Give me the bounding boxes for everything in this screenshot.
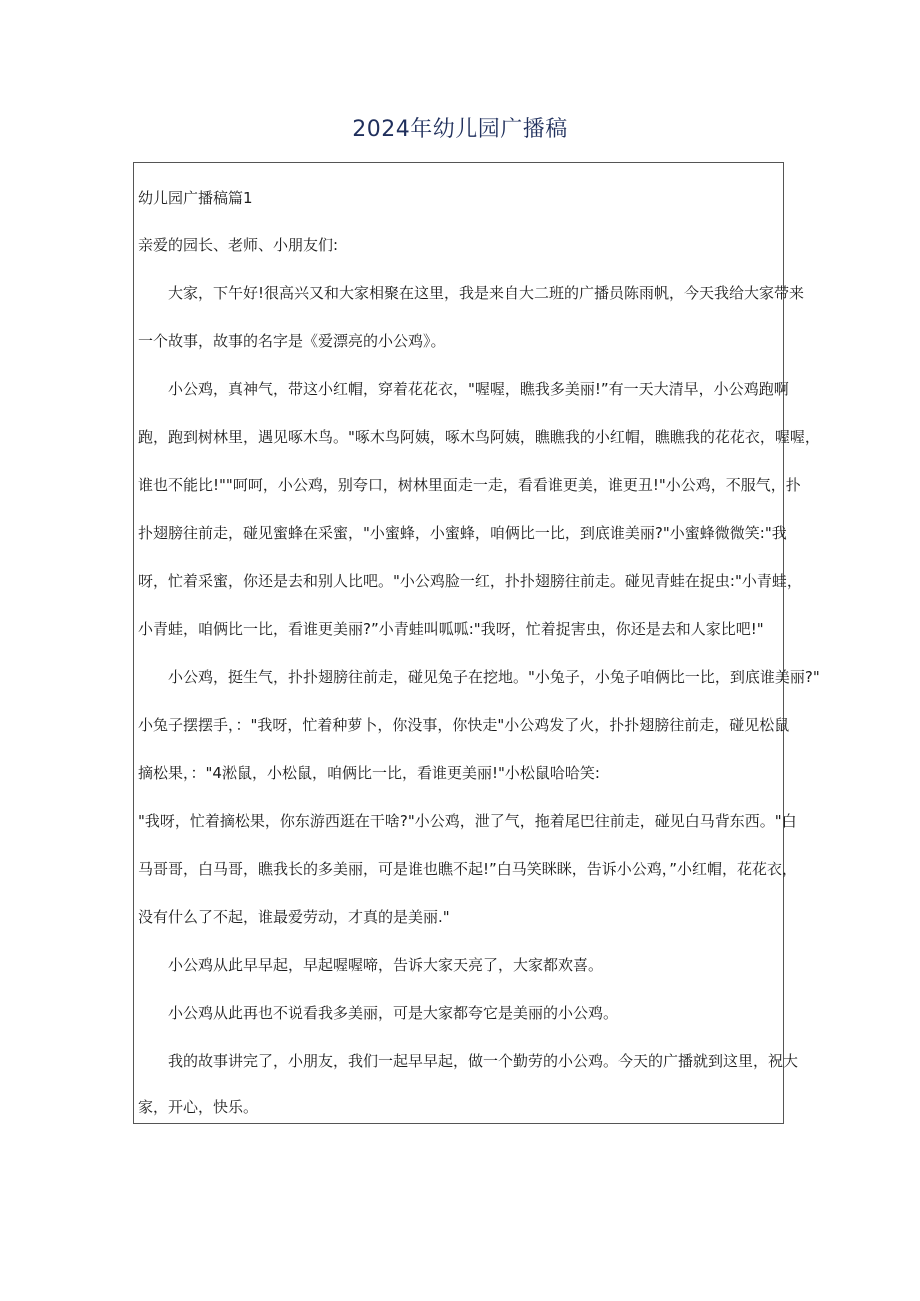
- paragraph-line: 呀，忙着采蜜，你还是去和别人比吧。"小公鸡脸一红，扑扑翅膀往前走。碰见青蛙在捉虫:"小青蛙，: [138, 572, 802, 590]
- paragraph-line: 马哥哥，白马哥，瞧我长的多美丽，可是谁也瞧不起!”白马笑眯眯，告诉小公鸡，”小红帽，花花衣，: [138, 860, 798, 878]
- paragraph-line: 家，开心，快乐。: [138, 1098, 259, 1116]
- paragraph-line: 一个故事，故事的名字是《爱漂亮的小公鸡》。: [138, 332, 446, 350]
- paragraph-line: 小公鸡，挺生气，扑扑翅膀往前走，碰见兔子在挖地。"小兔子，小兔子咱俩比一比，到底谁美丽?": [168, 668, 820, 686]
- paragraph-line: 小青蛙，咱俩比一比，看谁更美丽?”小青蛙叫呱呱:"我呀，忙着捉害虫，你还是去和人家比吧!": [138, 620, 764, 638]
- document-title: 2024年幼儿园广播稿: [352, 117, 568, 142]
- paragraph-line: 小公鸡从此再也不说看我多美丽，可是大家都夸它是美丽的小公鸡。: [168, 1004, 619, 1022]
- paragraph-line: 摘松果，："4淞鼠，小松鼠，咱俩比一比，看谁更美丽!"小松鼠哈哈笑:: [138, 764, 600, 782]
- greeting: 亲爱的园长、老师、小朋友们:: [138, 236, 339, 254]
- paragraph-line: 没有什么了不起，谁最爱劳动，才真的是美丽.": [138, 908, 450, 926]
- paragraph-line: 小公鸡从此早早起，早起喔喔啼，告诉大家天亮了，大家都欢喜。: [168, 956, 604, 974]
- paragraph-line: 小兔子摆摆手，："我呀，忙着种萝卜，你没事，你快走"小公鸡发了火，扑扑翅膀往前走，碰见松鼠: [138, 716, 790, 734]
- section-heading: 幼儿园广播稿篇1: [138, 189, 253, 207]
- paragraph-line: 跑，跑到树林里，遇见啄木鸟。"啄木鸟阿姨，啄木鸟阿姨，瞧瞧我的小红帽，瞧瞧我的花花衣，喔喔，: [138, 428, 820, 446]
- paragraph-line: 大家，下午好!很高兴又和大家相聚在这里，我是来自大二班的广播员陈雨帆，今天我给大家带来: [168, 284, 805, 302]
- paragraph-line: 扑翅膀往前走，碰见蜜蜂在采蜜，"小蜜蜂，小蜜蜂，咱俩比一比，到底谁美丽?"小蜜蜂微微笑:"我: [138, 524, 787, 542]
- paragraph-line: 谁也不能比!""呵呵，小公鸡，别夸口，树林里面走一走，看看谁更美，谁更丑!"小公鸡，不服气，扑: [138, 476, 801, 494]
- paragraph-line: 我的故事讲完了，小朋友，我们一起早早起，做一个勤劳的小公鸡。今天的广播就到这里，祝大: [168, 1052, 799, 1070]
- paragraph-line: "我呀，忙着摘松果，你东游西逛在干啥?"小公鸡，泄了气，拖着尾巴往前走，碰见白马背东西。"白: [138, 812, 797, 830]
- paragraph-line: 小公鸡，真神气，带这小红帽，穿着花花衣，"喔喔，瞧我多美丽!”有一天大清早，小公鸡跑啊: [168, 380, 789, 398]
- content-box: [133, 162, 820, 1124]
